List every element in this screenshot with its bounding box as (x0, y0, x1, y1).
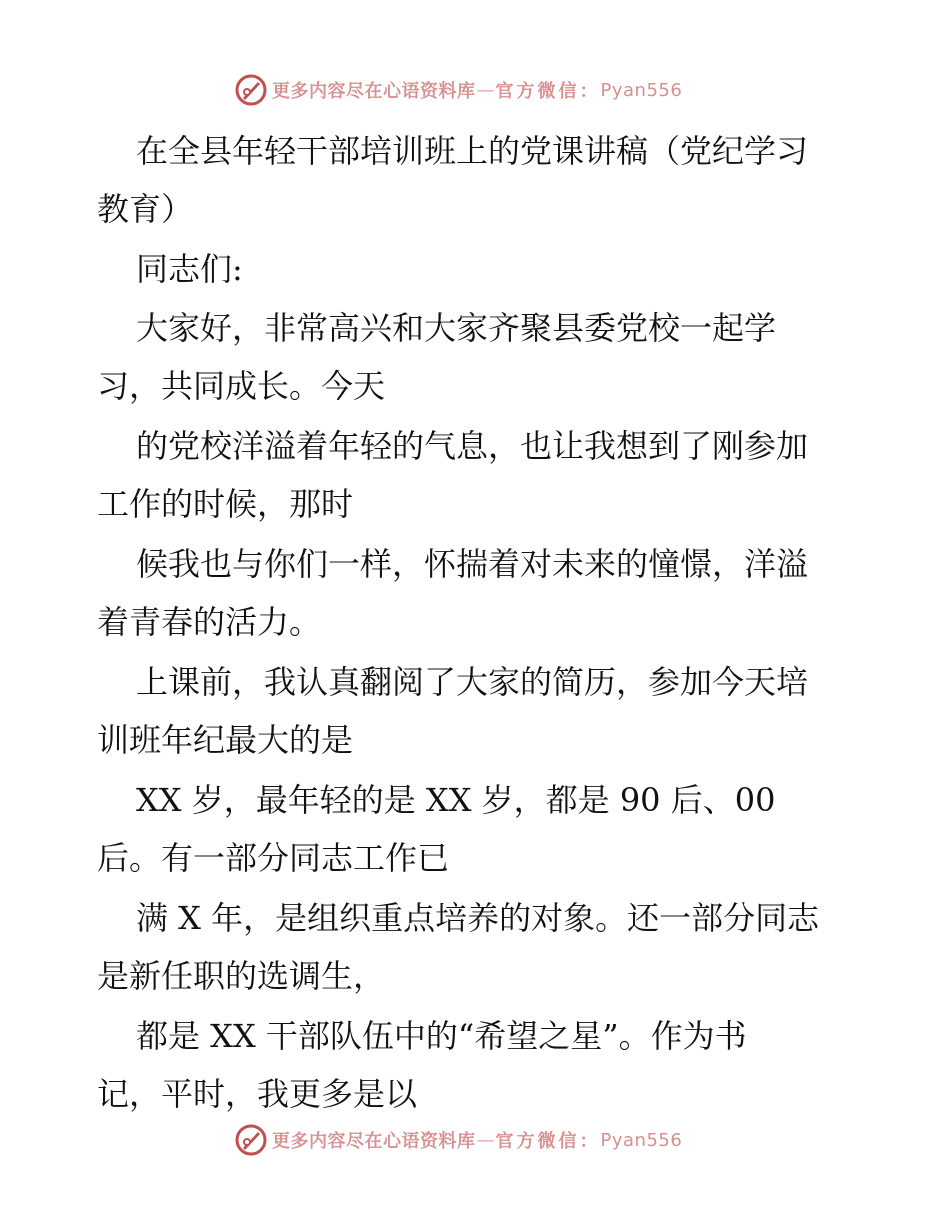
text-line: 着青春的活力。 (97, 603, 322, 641)
quill-logo-icon (234, 73, 268, 107)
text-line: 教育） (97, 190, 194, 228)
watermark-official-label: 官方微信： (495, 81, 601, 102)
watermark-dash: — (476, 1129, 495, 1151)
text-line: XX 岁，最年轻的是 XX 岁，都是 90 后、00 (136, 781, 776, 819)
text-line: 后。有一部分同志工作已 (97, 839, 450, 877)
text-line: 记，平时，我更多是以 (97, 1075, 418, 1113)
text-line: 都是 XX 干部队伍中的“希望之星”。作为书 (136, 1017, 747, 1055)
watermark-official-label: 官方微信： (495, 1131, 601, 1152)
footer-watermark (234, 1122, 682, 1158)
text-line: 在全县年轻干部培训班上的党课讲稿（党纪学习 (136, 132, 809, 170)
watermark-text: 更多内容尽在心语资料库 (272, 1131, 476, 1152)
watermark-dash: — (476, 79, 495, 101)
watermark-wechat-id: Pyan556 (600, 79, 683, 101)
text-line: 训班年纪最大的是 (97, 721, 354, 759)
text-line: 满 X 年，是组织重点培养的对象。还一部分同志 (136, 899, 820, 937)
text-line: 上课前，我认真翻阅了大家的简历，参加今天培 (136, 663, 809, 701)
watermark-text: 更多内容尽在心语资料库 (272, 81, 476, 102)
text-line: 习，共同成长。今天 (97, 367, 386, 405)
quill-logo-icon (234, 1123, 268, 1157)
text-line: 大家好，非常高兴和大家齐聚县委党校一起学 (136, 309, 777, 347)
text-line: 候我也与你们一样，怀揣着对未来的憧憬，洋溢 (136, 545, 809, 583)
text-line: 同志们: (136, 250, 243, 288)
text-line: 工作的时候，那时 (97, 485, 354, 523)
text-line: 是新任职的选调生， (97, 957, 386, 995)
header-watermark (234, 72, 682, 108)
watermark-wechat-id: Pyan556 (600, 1129, 683, 1151)
text-line: 的党校洋溢着年轻的气息，也让我想到了刚参加 (136, 427, 809, 465)
